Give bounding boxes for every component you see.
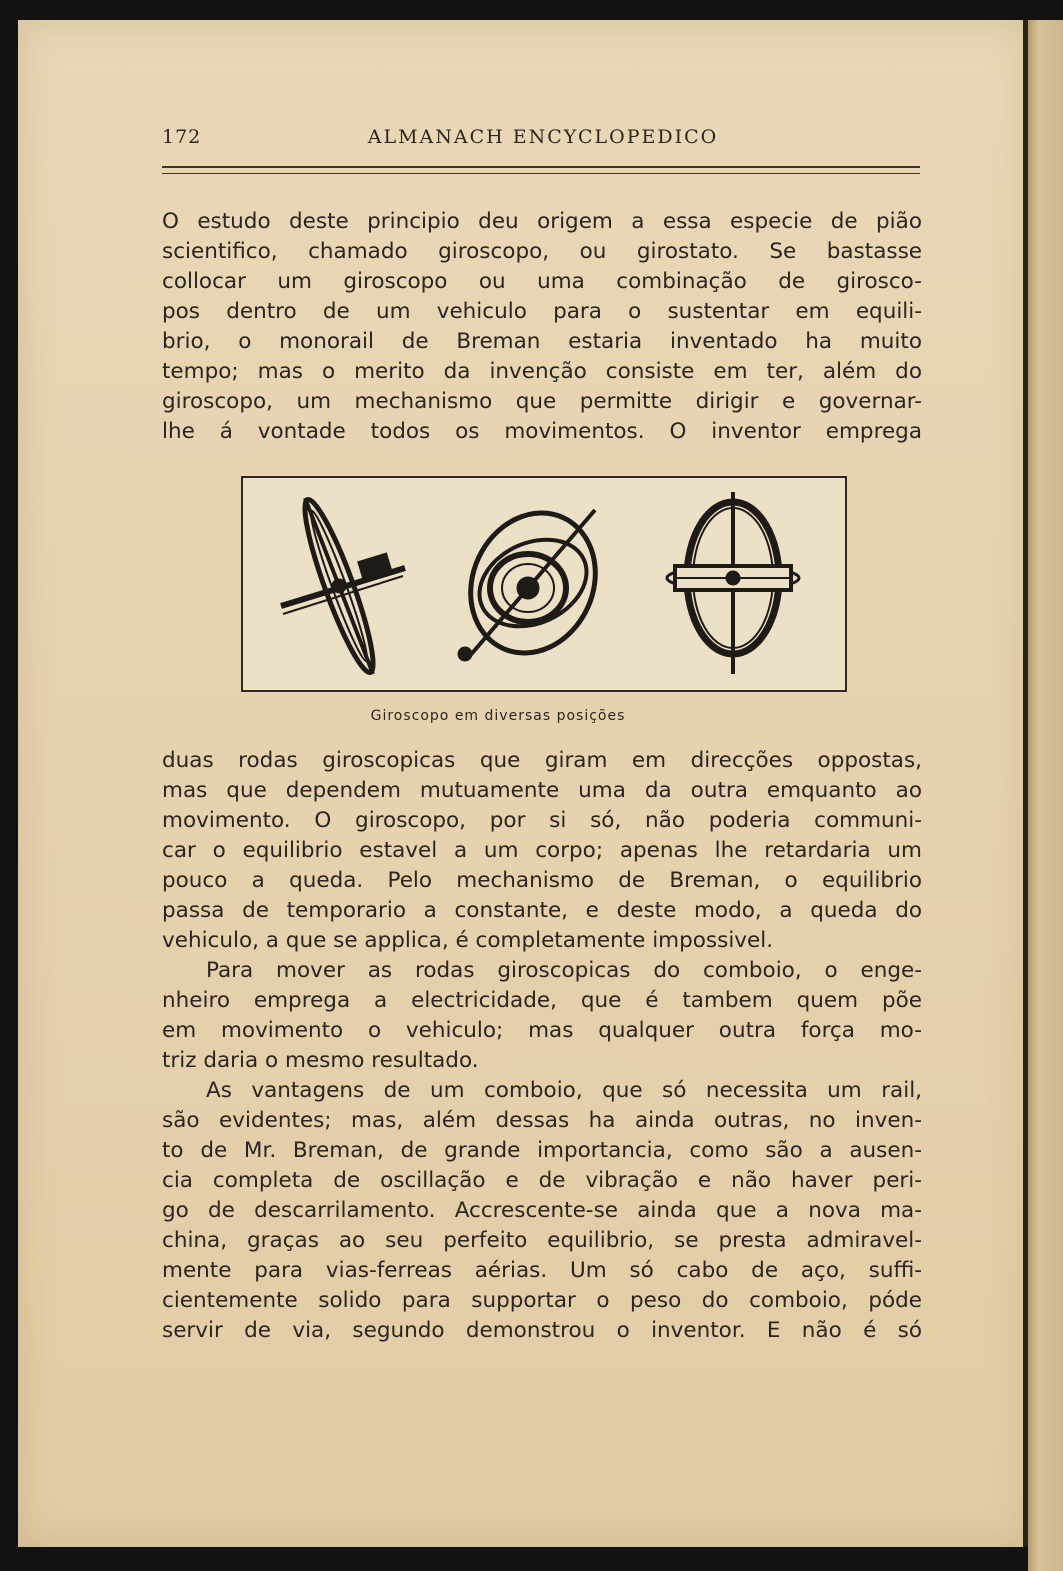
text-line: Para mover as rodas giroscopicas do comboio, o enge- bbox=[206, 958, 922, 983]
text-line: collocar um giroscopo ou uma combinação de girosco- bbox=[162, 269, 922, 294]
paragraph-1 bbox=[162, 207, 922, 447]
page-number: 172 bbox=[162, 126, 202, 148]
text-line: lhe á vontade todos os movimentos. O inventor emprega bbox=[162, 419, 922, 444]
paragraph-4 bbox=[162, 1076, 922, 1346]
text-line: O estudo deste principio deu origem a essa especie de pião bbox=[162, 209, 922, 234]
gyroscope-upright bbox=[667, 492, 799, 674]
text-line: tempo; mas o merito da invenção consiste em ter, além do bbox=[162, 359, 922, 384]
page-header bbox=[162, 126, 924, 156]
text-line: china, graças ao seu perfeito equilibrio, se presta admiravel- bbox=[162, 1228, 922, 1253]
text-line: cia completa de oscillação e de vibração e não haver peri- bbox=[162, 1168, 922, 1193]
text-line: go de descarrilamento. Accrescente-se ainda que a nova ma- bbox=[162, 1198, 922, 1223]
gyroscope-gimbal bbox=[448, 492, 618, 673]
figure-caption: Giroscopo em diversas posições bbox=[370, 708, 626, 724]
text-line: cientemente solido para supportar o peso do comboio, póde bbox=[162, 1288, 922, 1313]
text-line: to de Mr. Breman, de grande importancia, como são a ausen- bbox=[162, 1138, 922, 1163]
text-line: mente para vias-ferreas aérias. Um só cabo de aço, suffi- bbox=[162, 1258, 922, 1283]
text-line: passa de temporario a constante, e deste modo, a queda do bbox=[162, 898, 922, 923]
gyroscope-drawings bbox=[243, 478, 845, 690]
gyroscope-illustration bbox=[241, 476, 847, 692]
text-line: triz daria o mesmo resultado. bbox=[162, 1048, 479, 1073]
text-line: giroscopo, um mechanismo que permitte dirigir e governar- bbox=[162, 389, 922, 414]
running-title: ALMANACH ENCYCLOPEDICO bbox=[367, 126, 719, 148]
text-line: brio, o monorail de Breman estaria inventado ha muito bbox=[162, 329, 922, 354]
text-line: car o equilibrio estavel a um corpo; apenas lhe retardaria um bbox=[162, 838, 922, 863]
text-line: servir de via, segundo demonstrou o inventor. E não é só bbox=[162, 1318, 922, 1343]
paragraph-3 bbox=[162, 956, 922, 1076]
text-line: nheiro emprega a electricidade, que é tambem quem põe bbox=[162, 988, 922, 1013]
text-line: As vantagens de um comboio, que só necessita um rail, bbox=[206, 1078, 922, 1103]
text-line: scientifico, chamado giroscopo, ou girostato. Se bastasse bbox=[162, 239, 922, 264]
paragraph-2 bbox=[162, 746, 922, 956]
text-line: pos dentro de um vehiculo para o sustentar em equili- bbox=[162, 299, 922, 324]
text-line: pouco a queda. Pelo mechanismo de Breman, o equilibrio bbox=[162, 868, 922, 893]
text-line: são evidentes; mas, além dessas ha ainda outras, no inven- bbox=[162, 1108, 922, 1133]
header-rule bbox=[162, 166, 920, 174]
book-spine bbox=[1028, 20, 1063, 1571]
gyroscope-tilted bbox=[281, 495, 405, 677]
text-line: duas rodas giroscopicas que giram em direcções oppostas, bbox=[162, 748, 922, 773]
text-line: mas que dependem mutuamente uma da outra emquanto ao bbox=[162, 778, 922, 803]
text-line: movimento. O giroscopo, por si só, não poderia communi- bbox=[162, 808, 922, 833]
text-line: vehiculo, a que se applica, é completamente impossivel. bbox=[162, 928, 774, 953]
text-line: em movimento o vehiculo; mas qualquer outra força mo- bbox=[162, 1018, 922, 1043]
